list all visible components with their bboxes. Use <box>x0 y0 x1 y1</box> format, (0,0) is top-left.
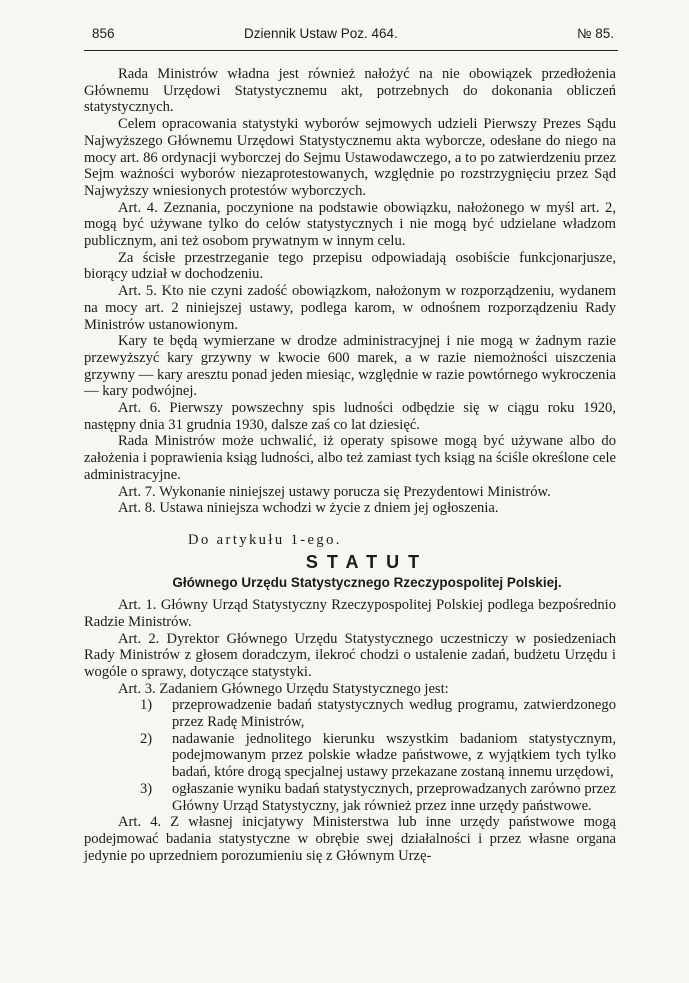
page-header <box>84 26 624 46</box>
article-5: Art. 5. Kto nie czyni zadość obowiązkom, nałożonym w rozporządzeniu, wydanem na mocy art. 2 niniejszej ustawy, podlega karom, w odnośnem rozporządzeniu Rady Ministrów ustanowionym. <box>84 283 616 333</box>
paragraph: Kary te będą wymierzane w drodze administracyjnej i nie mogą w żadnym razie przewyższyć kary grzywny w kwocie 600 marek, a w razie niemożności uiszczenia grzywny — kary aresztu ponad jeden miesiąc, względnie w razie powtórnego wykroczenia — kary podwójnej. <box>84 333 616 400</box>
list-item <box>84 697 616 730</box>
list-number: 1) <box>140 697 153 714</box>
list-number: 3) <box>140 780 153 797</box>
statute-article-3: Art. 3. Zadaniem Głównego Urzędu Statystycznego jest: <box>118 680 449 697</box>
article-4: Art. 4. Zeznania, poczynione na podstawie obowiązku, nałożonego w myśl art. 2, mogą być używane tylko do celów statystycznych i nie mogą być udzielane władzom publicznym, ani też osobom prywatnym w innym celu. <box>84 199 616 250</box>
list-item <box>84 781 616 814</box>
paragraph: Rada Ministrów władna jest również nałożyć na nie obowiązek przedłożenia Głównemu Urzędowi Statystycznemu akt, potrzebnych do dokonania obliczeń statystycznych. <box>84 66 616 116</box>
statute-article-1: Art. 1. Główny Urząd Statystyczny Rzeczypospolitej Polskiej podlega bezpośrednio Radzie Ministrów. <box>84 597 616 630</box>
page-number: 856 <box>92 26 115 41</box>
list-number: 2) <box>140 730 153 747</box>
header-rule <box>84 50 618 51</box>
list-item <box>84 731 616 781</box>
article-reference: Do artykułu 1-ego. <box>188 531 342 548</box>
document-body <box>84 66 616 864</box>
issue-number: № 85. <box>577 26 614 41</box>
journal-title: Dziennik Ustaw Poz. 464. <box>244 26 398 41</box>
statute-article-4: Art. 4. Z własnej inicjatywy Ministerstwa lub inne urzędy państwowe mogą podejmować badania statystyczne w obrębie swej działalności i przez własne organa jedynie po uprzedniem porozumieniu się z Głównym Urzę- <box>84 814 616 864</box>
article-8: Art. 8. Ustawa niniejsza wchodzi w życie z dniem jej ogłoszenia. <box>118 500 499 517</box>
list-text: przeprowadzenie badań statystycznych według programu, zatwierdzonego przez Radę Ministrów, <box>172 697 616 731</box>
article-7: Art. 7. Wykonanie niniejszej ustawy porucza się Prezydentowi Ministrów. <box>118 483 551 500</box>
paragraph: Rada Ministrów może uchwalić, iż operaty spisowe mogą być używane albo do założenia i poprawienia ksiąg ludności, albo też zamiast tych ksiąg na ściśle określone cele administracyjne. <box>84 433 616 483</box>
statute-subtitle: Głównego Urzędu Statystycznego Rzeczypospolitej Polskiej. <box>172 575 562 591</box>
statute-article-2: Art. 2. Dyrektor Głównego Urzędu Statystycznego uczestniczy w posiedzeniach Rady Ministrów z głosem doradczym, ilekroć chodzi o ustalenie zadań, budżetu Urzędu i wogóle o sprawy, dotyczące statystyki. <box>84 630 616 680</box>
paragraph: Za ścisłe przestrzeganie tego przepisu odpowiadają osobiście funkcjonarjusze, biorący udział w dochodzeniu. <box>84 249 616 283</box>
paragraph: Celem opracowania statystyki wyborów sejmowych udzieli Pierwszy Prezes Sądu Najwyższego Głównemu Urzędowi Statystycznemu akta wyborcze, odesłane do niego na mocy art. 86 ordynacji wyborczej do Sejmu Ustawodawczego, a to po zatwierdzeniu przez Sejm ważności wyborów niezaprotestowanych, względnie po rozstrzygnięciu przez Sąd Najwyższy wniesionych protestów wyborczych. <box>84 116 616 199</box>
statute-title: STATUT <box>305 551 429 572</box>
list-text: nadawanie jednolitego kierunku wszystkim badaniom statystycznym, podejmowanym przez polskie władze państwowe, z wyjątkiem tych tylko badań, które drogą specjalnej ustawy przekazane zostaną innemu urzędowi, <box>172 730 616 781</box>
list-text: ogłaszanie wyniku badań statystycznych, przeprowadzanych zarówno przez Główny Urząd Statystyczny, jak również przez inne urzędy państwowe. <box>172 780 616 814</box>
article-6: Art. 6. Pierwszy powszechny spis ludności odbędzie się w ciągu roku 1920, następny dnia 31 grudnia 1930, dalsze zaś co lat dziesięć. <box>84 400 616 433</box>
